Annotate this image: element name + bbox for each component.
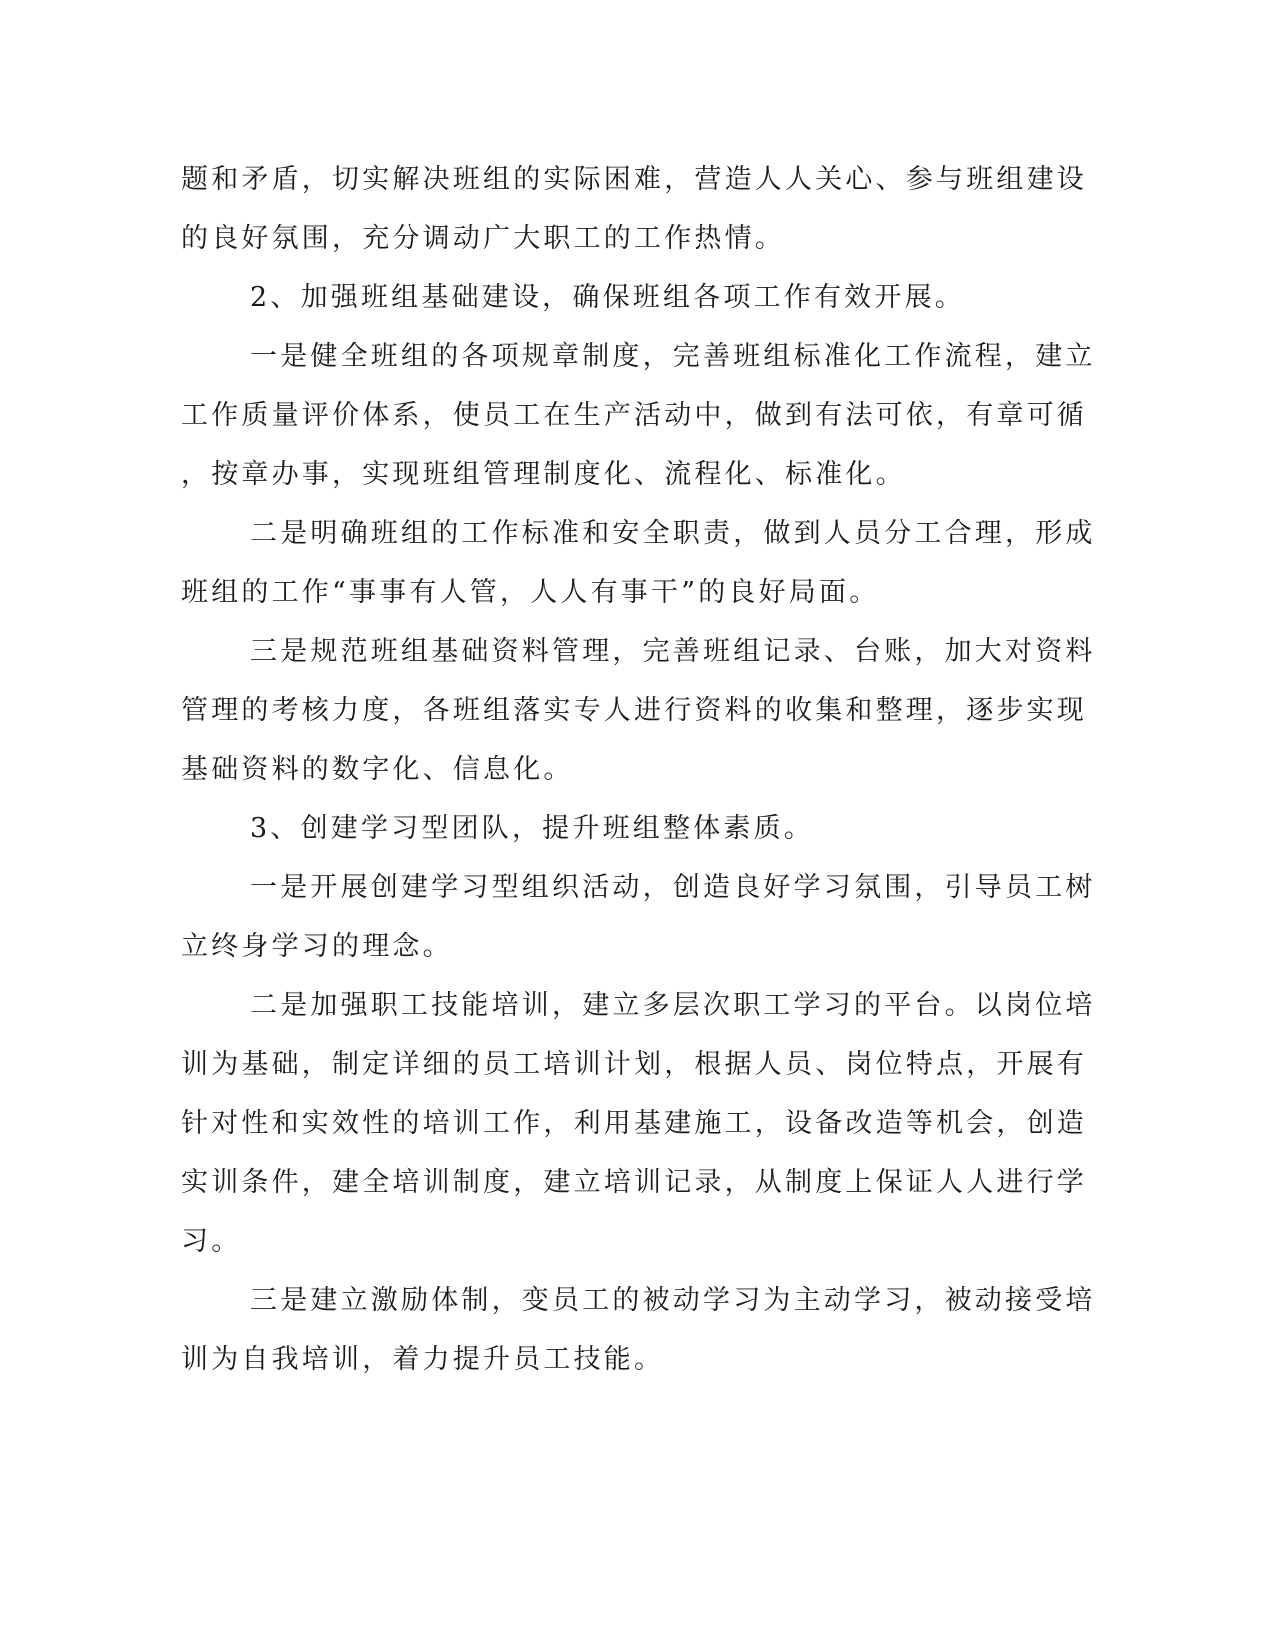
text-line: 的良好氛围，充分调动广大职工的工作热情。 <box>181 223 785 254</box>
text-line: 实训条件，建全培训制度，建立培训记录，从制度上保证人人进行学 <box>181 1167 1087 1198</box>
text-line: 三是规范班组基础资料管理，完善班组记录、台账，加大对资料 <box>250 636 1096 667</box>
text-line: 训为基础，制定详细的员工培训计划，根据人员、岗位特点，开展有 <box>181 1049 1087 1080</box>
text-line: 三是建立激励体制，变员工的被动学习为主动学习，被动接受培 <box>250 1285 1096 1316</box>
text-line: 题和矛盾，切实解决班组的实际困难，营造人人关心、参与班组建设 <box>181 164 1087 195</box>
text-line: 管理的考核力度，各班组落实专人进行资料的收集和整理，逐步实现 <box>181 695 1087 726</box>
text-line: 针对性和实效性的培训工作，利用基建施工，设备改造等机会，创造 <box>181 1108 1087 1139</box>
text-line: 一是健全班组的各项规章制度，完善班组标准化工作流程，建立 <box>250 341 1096 372</box>
text-line: 二是加强职工技能培训，建立多层次职工学习的平台。以岗位培 <box>250 990 1096 1021</box>
text-line: 一是开展创建学习型组织活动，创造良好学习氛围，引导员工树 <box>250 872 1096 903</box>
section-heading-2: 2、加强班组基础建设，确保班组各项工作有效开展。 <box>250 282 965 313</box>
text-line: 习。 <box>181 1226 242 1257</box>
text-line: 基础资料的数字化、信息化。 <box>181 754 574 785</box>
text-line: 立终身学习的理念。 <box>181 931 453 962</box>
text-line: 班组的工作“事事有人管，人人有事干”的良好局面。 <box>181 577 880 608</box>
text-line: 训为自我培训，着力提升员工技能。 <box>181 1344 665 1375</box>
section-heading-3: 3、创建学习型团队，提升班组整体素质。 <box>250 813 814 844</box>
text-line: 二是明确班组的工作标准和安全职责，做到人员分工合理，形成 <box>250 518 1096 549</box>
text-line: ，按章办事，实现班组管理制度化、流程化、标准化。 <box>181 459 906 490</box>
text-line: 工作质量评价体系，使员工在生产活动中，做到有法可依，有章可循 <box>181 400 1087 431</box>
